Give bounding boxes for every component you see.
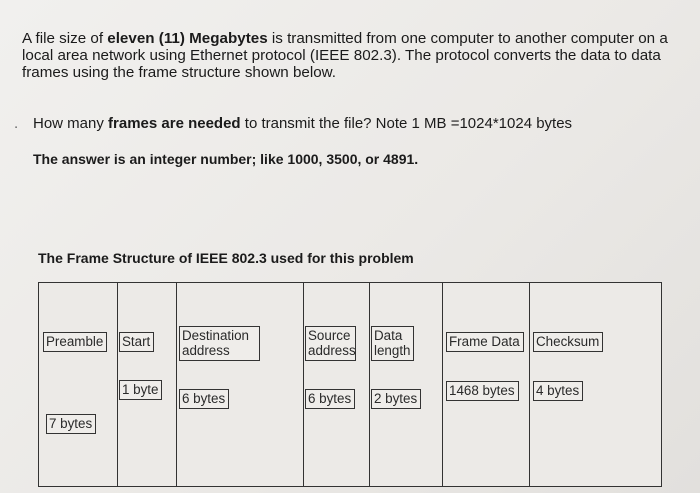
field-data-length: Data length (371, 326, 414, 361)
size-data-length: 2 bytes (371, 389, 421, 409)
field-destination-address: Destination address (179, 326, 260, 361)
column-divider (529, 283, 530, 486)
problem-file-size: eleven (11) Megabytes (107, 30, 268, 47)
problem-statement (22, 30, 672, 81)
field-preamble: Preamble (43, 332, 107, 352)
size-preamble: 7 bytes (46, 414, 96, 434)
column-divider (176, 283, 177, 486)
bullet-mark: . (14, 115, 19, 132)
size-frame-data: 1468 bytes (446, 381, 519, 401)
column-divider (303, 283, 304, 486)
question-text-2: to transmit the file? Note 1 MB =1024*1024 bytes (240, 115, 573, 132)
field-checksum: Checksum (533, 332, 603, 352)
question-text-1: How many (33, 115, 109, 132)
column-divider (369, 283, 370, 486)
problem-text-2: is transmitted from one computer to another computer on a local area network using Ethernet protocol (IEEE 802.3). The protocol converts the data to data frames using the frame structure shown below. (22, 30, 668, 81)
field-frame-data: Frame Data (446, 332, 524, 352)
size-checksum: 4 bytes (533, 381, 583, 401)
field-start: Start (119, 332, 154, 352)
column-divider (117, 283, 118, 486)
frame-structure-title: The Frame Structure of IEEE 802.3 used for this problem (38, 250, 414, 266)
question (33, 115, 572, 132)
problem-text-1: A file size of (22, 30, 108, 47)
question-emphasis: frames are needed (108, 115, 241, 132)
field-source-address: Source address (305, 326, 356, 361)
size-start: 1 byte (119, 380, 162, 400)
size-source-address: 6 bytes (305, 389, 355, 409)
answer-note: The answer is an integer number; like 1000, 3500, or 4891. (33, 151, 419, 167)
column-divider (442, 283, 443, 486)
size-destination-address: 6 bytes (179, 389, 229, 409)
frame-structure-table (38, 282, 662, 487)
